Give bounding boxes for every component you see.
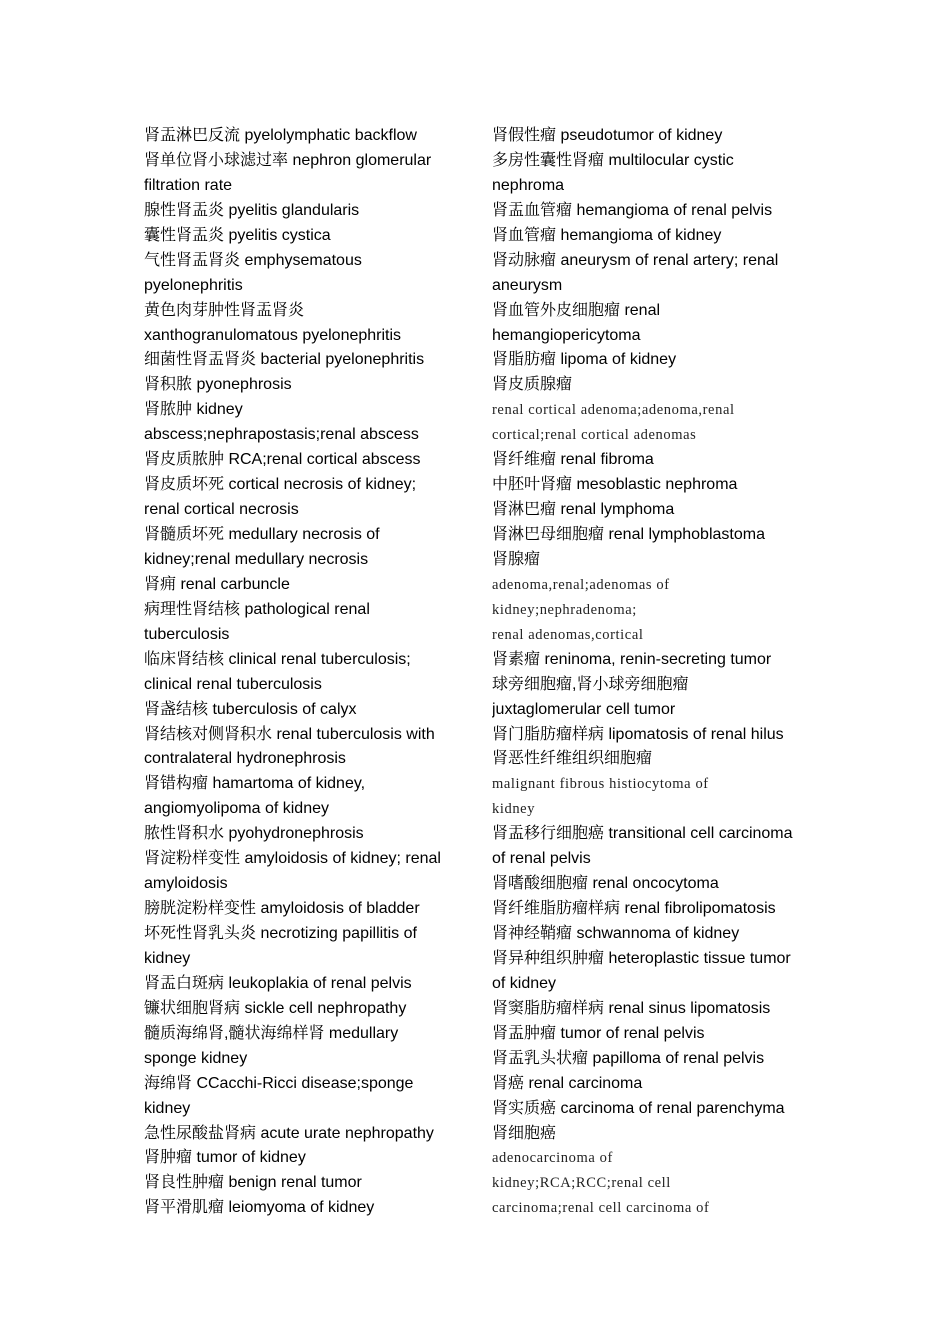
glossary-line: 肾淋巴母细胞瘤 renal lymphoblastoma: [492, 526, 765, 543]
glossary-line: malignant fibrous histiocytoma of: [492, 776, 709, 793]
glossary-line: kidney;renal medullary necrosis: [144, 550, 369, 568]
glossary-line: pyelonephritis: [144, 276, 243, 294]
glossary-line: angiomyolipoma of kidney: [144, 800, 329, 818]
glossary-line: 肾窦脂肪瘤样病 renal sinus lipomatosis: [492, 999, 771, 1017]
glossary-line: 黄色肉芽肿性肾盂肾炎: [144, 301, 305, 319]
glossary-line: juxtaglomerular cell tumor: [492, 700, 676, 718]
left-column: [144, 124, 474, 1221]
glossary-line: 肾门脂肪瘤样病 lipomatosis of renal hilus: [492, 725, 784, 743]
glossary-line: 肾肿瘤 tumor of kidney: [144, 1149, 306, 1167]
glossary-line: kidney: [144, 949, 191, 967]
glossary-line: contralateral hydronephrosis: [144, 750, 346, 768]
glossary-line: 肾错构瘤 hamartoma of kidney,: [144, 775, 366, 793]
glossary-line: 急性尿酸盐肾病 acute urate nephropathy: [144, 1124, 434, 1142]
glossary-line: 肾异种组织肿瘤 heteroplastic tissue tumor: [492, 949, 791, 967]
glossary-line: 多房性囊性肾瘤 multilocular cystic: [492, 151, 734, 169]
glossary-line: 膀胱淀粉样变性 amyloidosis of bladder: [144, 900, 420, 918]
glossary-line: 肾实质癌 carcinoma of renal parenchyma: [492, 1099, 785, 1117]
glossary-line: 肾血管外皮细胞瘤 renal: [492, 301, 661, 319]
glossary-line: amyloidosis: [144, 875, 228, 893]
glossary-line: 肾结核对侧肾积水 renal tuberculosis with: [144, 725, 435, 743]
glossary-line: 肾盂血管瘤 hemangioma of renal pelvis: [492, 201, 773, 219]
glossary-line: 海绵肾 CCacchi-Ricci disease;sponge: [144, 1074, 414, 1092]
glossary-line: carcinoma;renal cell carcinoma of: [492, 1200, 710, 1217]
glossary-line: 肾单位肾小球滤过率 nephron glomerular: [144, 151, 432, 169]
glossary-line: 肾皮质腺瘤: [492, 376, 573, 394]
glossary-line: 肾淋巴瘤 renal lymphoma: [492, 501, 675, 519]
glossary-line: 球旁细胞瘤,肾小球旁细胞瘤: [492, 675, 689, 693]
glossary-line: 肾盂移行细胞癌 transitional cell carcinoma: [492, 825, 793, 843]
glossary-line: 肾纤维脂肪瘤样病 renal fibrolipomatosis: [492, 900, 776, 918]
glossary-line: kidney: [144, 1099, 191, 1117]
glossary-line: 肾盂肿瘤 tumor of renal pelvis: [492, 1024, 705, 1042]
glossary-line: nephroma: [492, 176, 565, 194]
glossary-line: 肾平滑肌瘤 leiomyoma of kidney: [144, 1199, 375, 1217]
glossary-line: 腺性肾盂炎 pyelitis glandularis: [144, 201, 360, 219]
glossary-line: 肾皮质坏死 cortical necrosis of kidney;: [144, 476, 417, 494]
glossary-line: 肾痈 renal carbuncle: [144, 575, 290, 593]
glossary-line: 临床肾结核 clinical renal tuberculosis;: [144, 650, 411, 668]
glossary-line: kidney: [492, 801, 536, 818]
glossary-line: adenocarcinoma of: [492, 1150, 613, 1167]
glossary-line: 气性肾盂肾炎 emphysematous: [144, 251, 362, 269]
glossary-line: 脓性肾积水 pyohydronephrosis: [144, 825, 364, 843]
glossary-line: filtration rate: [144, 176, 233, 194]
glossary-line: 中胚叶肾瘤 mesoblastic nephroma: [492, 476, 738, 494]
glossary-line: 肾纤维瘤 renal fibroma: [492, 451, 654, 469]
glossary-line: 肾细胞癌: [492, 1124, 557, 1142]
right-column: [492, 124, 822, 1221]
glossary-line: 肾动脉瘤 aneurysm of renal artery; renal: [492, 251, 779, 269]
glossary-line: clinical renal tuberculosis: [144, 675, 322, 693]
glossary-line: 髓质海绵肾,髓状海绵样肾 medullary: [144, 1024, 399, 1042]
glossary-line: 肾盏结核 tuberculosis of calyx: [144, 700, 357, 718]
glossary-line: kidney;nephradenoma;: [492, 601, 637, 618]
glossary-line: 病理性肾结核 pathological renal: [144, 600, 370, 618]
glossary-line: xanthogranulomatous pyelonephritis: [144, 326, 402, 344]
glossary-line: 镰状细胞肾病 sickle cell nephropathy: [144, 999, 407, 1017]
glossary-line: 肾血管瘤 hemangioma of kidney: [492, 226, 722, 244]
glossary-line: 肾嗜酸细胞瘤 renal oncocytoma: [492, 875, 719, 893]
glossary-line: renal cortical necrosis: [144, 501, 299, 519]
glossary-line: of kidney: [492, 974, 557, 992]
glossary-line: of renal pelvis: [492, 850, 591, 868]
glossary-line: 细菌性肾盂肾炎 bacterial pyelonephritis: [144, 351, 425, 369]
glossary-line: adenoma,renal;adenomas of: [492, 576, 670, 593]
glossary-line: 肾皮质脓肿 RCA;renal cortical abscess: [144, 451, 421, 469]
glossary-line: hemangiopericytoma: [492, 326, 641, 344]
glossary-line: 肾素瘤 reninoma, renin-secreting tumor: [492, 650, 772, 668]
glossary-line: 肾假性瘤 pseudotumor of kidney: [492, 127, 723, 144]
glossary-line: 肾淀粉样变性 amyloidosis of kidney; renal: [144, 850, 441, 868]
glossary-line: 肾腺瘤: [492, 550, 541, 568]
glossary-line: 肾脂肪瘤 lipoma of kidney: [492, 351, 677, 369]
glossary-line: 肾癌 renal carcinoma: [492, 1074, 643, 1092]
glossary-line: 肾脓肿 kidney: [144, 401, 243, 419]
glossary-line: 肾积脓 pyonephrosis: [144, 376, 292, 394]
glossary-line: 坏死性肾乳头炎 necrotizing papillitis of: [144, 925, 417, 942]
glossary-line: tuberculosis: [144, 625, 230, 643]
glossary-line: renal adenomas,cortical: [492, 626, 644, 643]
glossary-line: 肾盂白斑病 leukoplakia of renal pelvis: [144, 974, 412, 992]
glossary-line: kidney;RCA;RCC;renal cell: [492, 1175, 671, 1192]
glossary-line: 囊性肾盂炎 pyelitis cystica: [144, 226, 331, 244]
glossary-line: 肾盂淋巴反流 pyelolymphatic backflow: [144, 127, 417, 144]
glossary-line: sponge kidney: [144, 1049, 248, 1067]
glossary-line: 肾髓质坏死 medullary necrosis of: [144, 526, 380, 543]
glossary-line: renal cortical adenoma;adenoma,renal: [492, 402, 735, 419]
glossary-line: 肾恶性纤维组织细胞瘤: [492, 750, 653, 768]
glossary-line: aneurysm: [492, 276, 563, 294]
glossary-line: cortical;renal cortical adenomas: [492, 427, 697, 444]
glossary-line: 肾神经鞘瘤 schwannoma of kidney: [492, 925, 740, 942]
glossary-line: abscess;nephrapostasis;renal abscess: [144, 426, 419, 444]
glossary-line: 肾良性肿瘤 benign renal tumor: [144, 1174, 362, 1192]
glossary-line: 肾盂乳头状瘤 papilloma of renal pelvis: [492, 1049, 765, 1067]
